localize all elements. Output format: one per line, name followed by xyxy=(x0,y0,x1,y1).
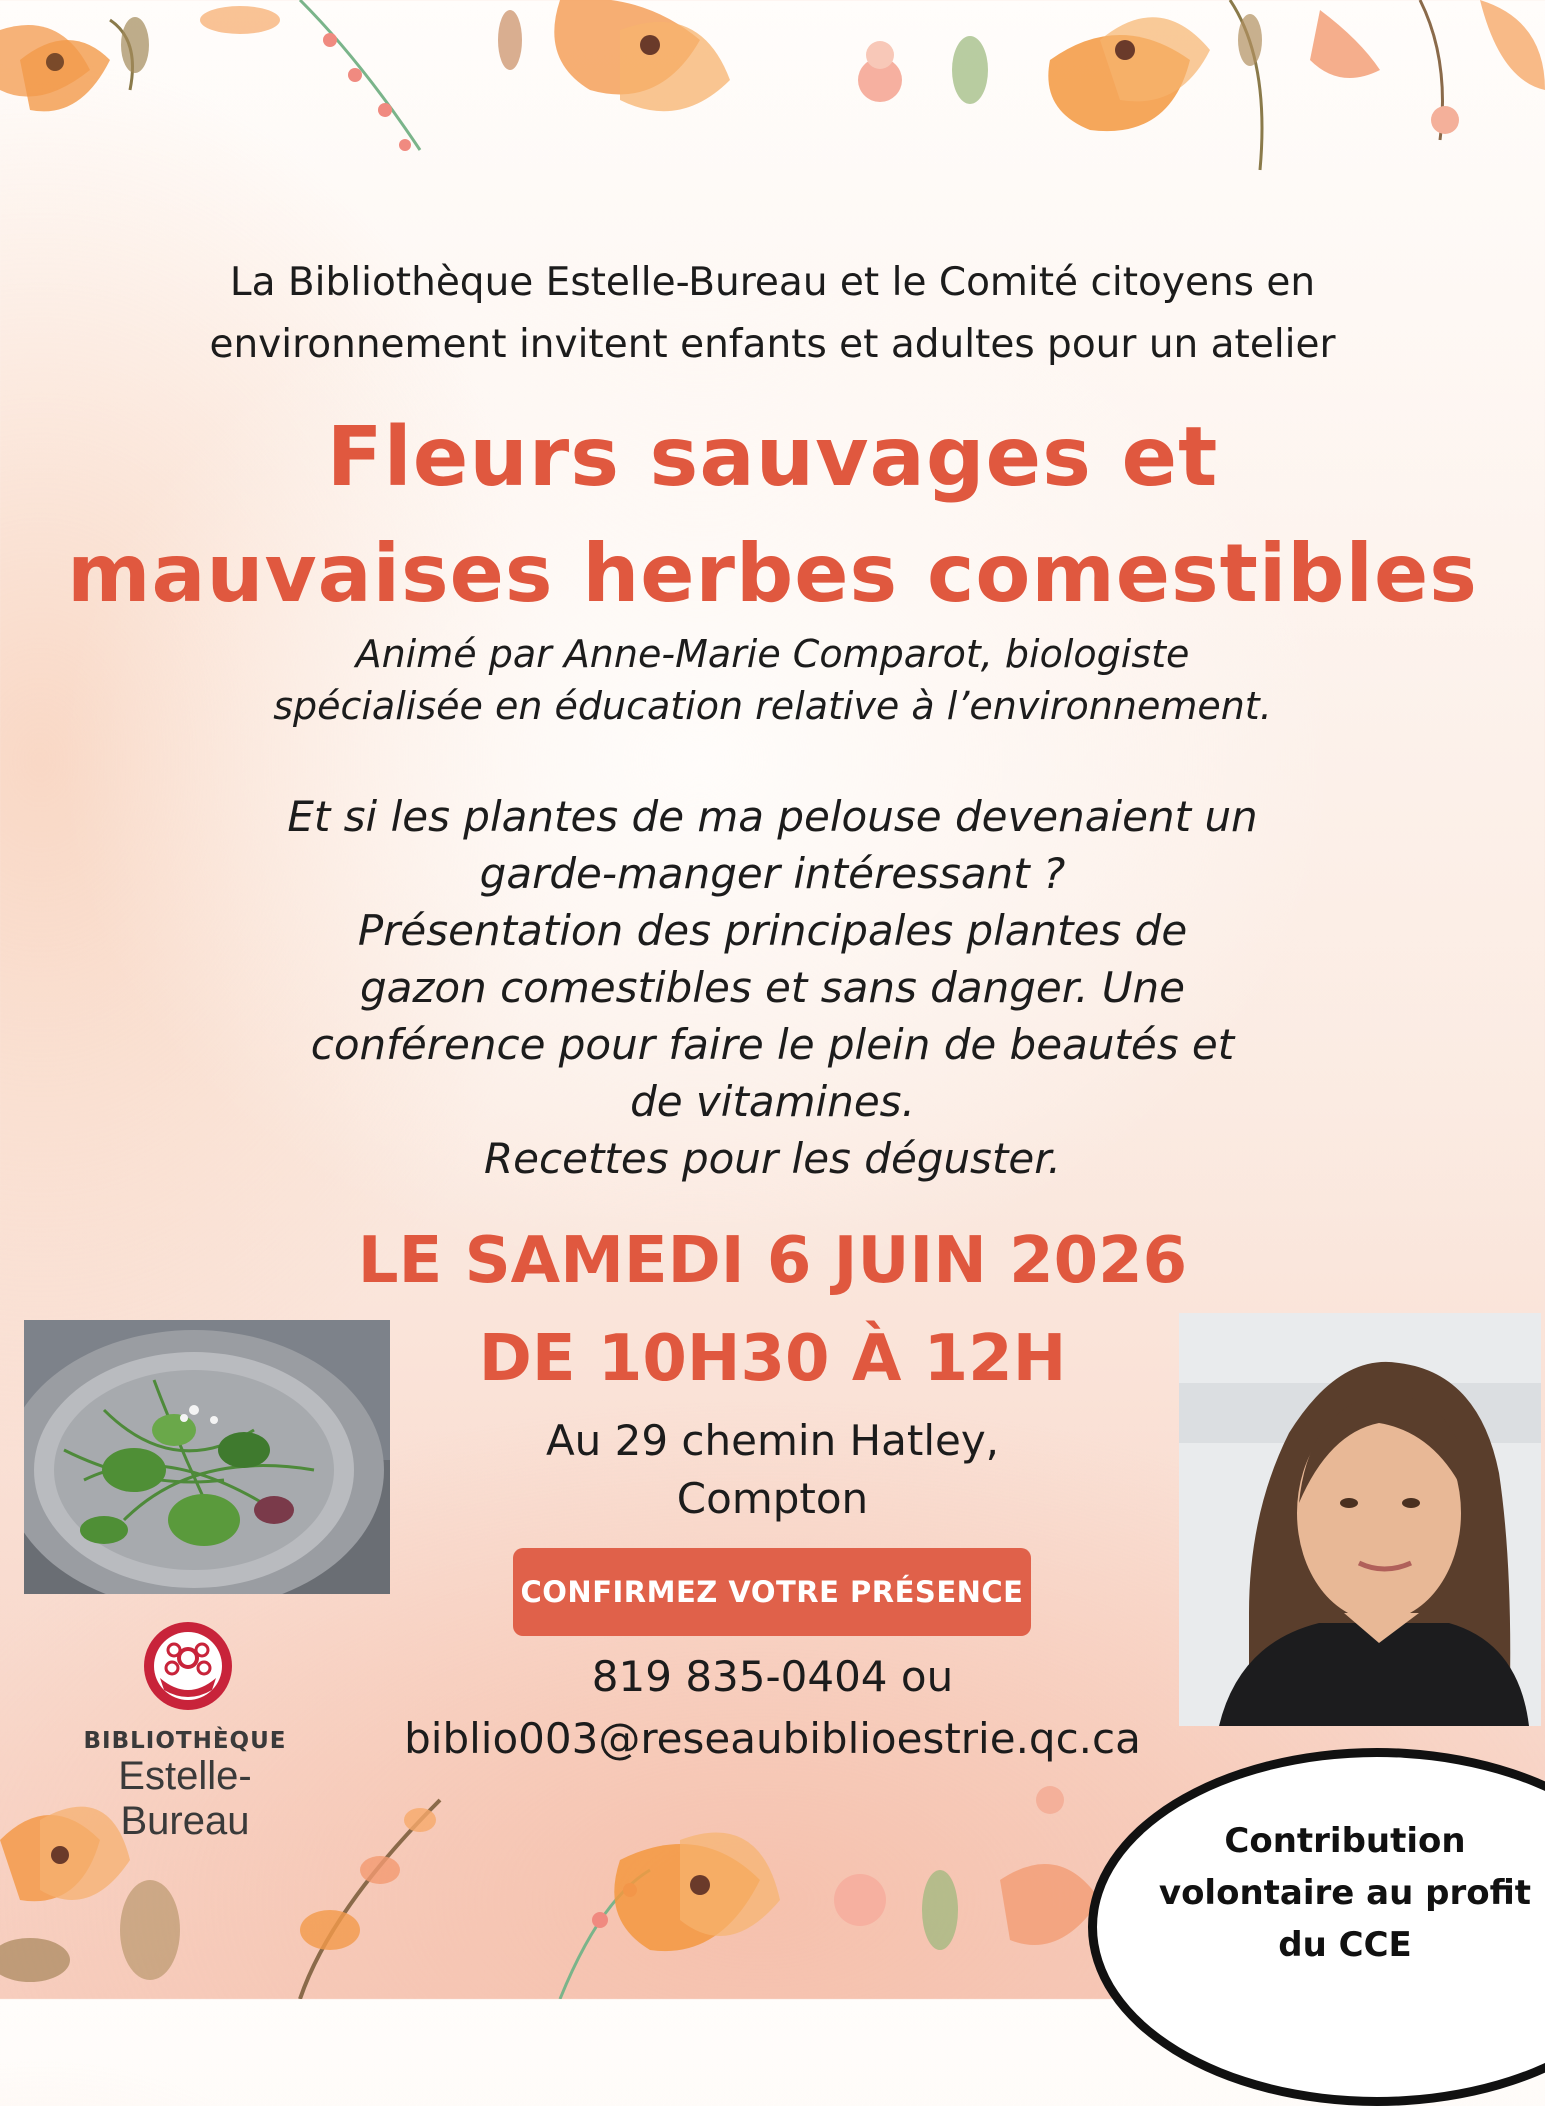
address-line-2: Compton xyxy=(676,1474,869,1523)
host-text xyxy=(150,628,1395,732)
event-time: DE 10H30 À 12H xyxy=(478,1322,1067,1396)
contact-phone[interactable]: 819 835-0404 ou xyxy=(591,1652,954,1701)
description xyxy=(160,788,1385,1187)
description-line: gazon comestibles et sans danger. Une xyxy=(359,963,1186,1012)
event-title xyxy=(20,400,1525,632)
presenter-photo xyxy=(1179,1313,1541,1726)
badge-line-1: Contribution xyxy=(1224,1821,1466,1861)
badge-line-2: volontaire au profit xyxy=(1158,1873,1532,1913)
greens-photo xyxy=(24,1320,390,1594)
badge-line-3: du CCE xyxy=(1278,1925,1412,1965)
address-line-1: Au 29 chemin Hatley, xyxy=(545,1416,1000,1465)
intro-text xyxy=(100,252,1445,376)
host-line-2: spécialisée en éducation relative à l’environnement. xyxy=(273,684,1272,728)
library-name-line-2: Estelle-Bureau xyxy=(118,1754,252,1843)
contribution-text xyxy=(1140,1815,1545,1971)
intro-line-1: La Bibliothèque Estelle-Bureau et le Comité citoyens en xyxy=(229,260,1316,305)
event-date: LE SAMEDI 6 JUIN 2026 xyxy=(357,1224,1188,1298)
library-name-line-1: BIBLIOTHÈQUE xyxy=(83,1728,287,1754)
event-address xyxy=(430,1412,1115,1528)
library-logo-icon xyxy=(142,1620,234,1712)
contact-email[interactable]: biblio003@reseaubiblioestrie.qc.ca xyxy=(404,1714,1141,1763)
description-line: conférence pour faire le plein de beautés et xyxy=(310,1020,1235,1069)
description-line: de vitamines. xyxy=(630,1077,915,1126)
confirm-presence-button[interactable]: CONFIRMEZ VOTRE PRÉSENCE xyxy=(513,1548,1031,1636)
flower-illustration xyxy=(0,1786,1100,1999)
contact-info xyxy=(330,1646,1215,1770)
intro-line-2: environnement invitent enfants et adultes pour un atelier xyxy=(209,322,1336,367)
title-line-2: mauvaises herbes comestibles xyxy=(67,527,1478,620)
title-line-1: Fleurs sauvages et xyxy=(326,410,1219,505)
description-line: Présentation des principales plantes de xyxy=(357,906,1188,955)
flower-illustration xyxy=(0,0,1545,170)
description-line: Recettes pour les déguster. xyxy=(483,1134,1062,1183)
floral-border-top xyxy=(0,0,1545,180)
description-line: garde-manger intéressant ? xyxy=(479,849,1066,898)
host-line-1: Animé par Anne-Marie Comparot, biologiste xyxy=(355,632,1190,676)
description-line: Et si les plantes de ma pelouse devenaient un xyxy=(287,792,1258,841)
